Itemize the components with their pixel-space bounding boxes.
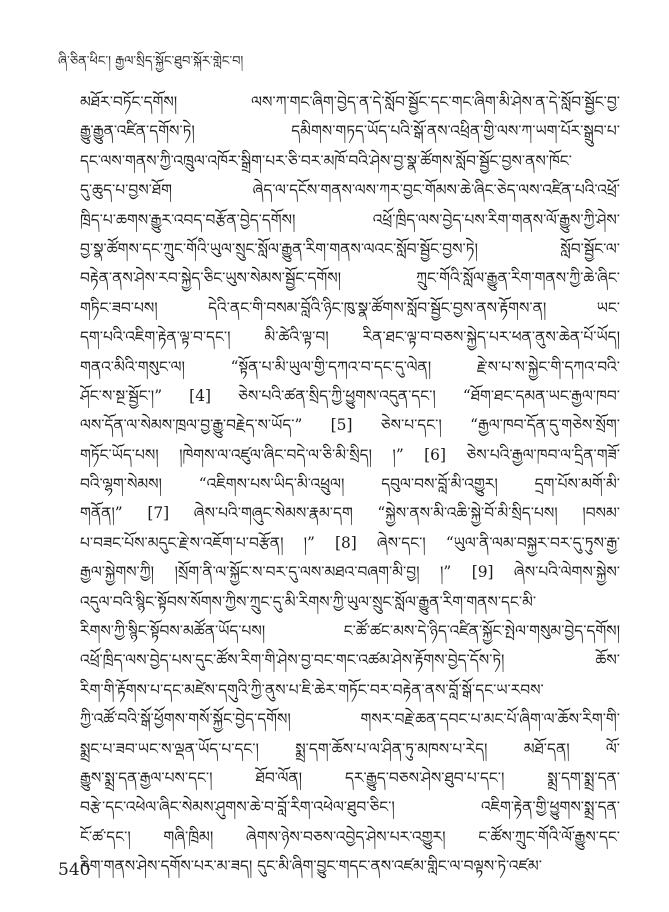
body-text bbox=[80, 88, 620, 882]
text-line: སྨྲང་པ་ཟབ་ཡང་ས་ལྡན་ཡོད་པ་དང་། སྨྲ་དག་ཆོས་པ་ལ་ཤིན་ཏུ་མཁས་པ་རེད། མཐོ་དན། ལོ་ bbox=[80, 739, 620, 758]
text-line: ཁྲིད་པ་ཆགས་རྒྱུར་འབད་བརྩོན་བྱེད་དགོས། འཕྲོ་ཁྲིད་ལས་བྱེད་པས་རིག་གནས་ལོ་རྒྱུས་ཀྱི་ཤེས་ bbox=[80, 210, 620, 229]
text-line: དག་པའི་འཇིག་རྟེན་ལྟ་བ་དང་། མི་ཚེའི་ལྟ་བ། རིན་ཐང་ལྟ་བ་བཅས་སྐྱེད་པར་ཕན་ནུས་ཆེན་པོ་ཡོད། bbox=[80, 328, 620, 347]
text-line: འདུལ་བའི་སྙིང་སྟོབས་སོགས་ཀྱིས་ཀྲུང་དུ་མི་རིགས་ཀྱི་ཡུལ་སྲུང་སློལ་རྒྱུན་རིག་གནས་དང་མི་ bbox=[80, 592, 537, 611]
text-line: དང་ལས་གནས་ཀྱི་འཁྲུལ་འཁོར་སྒྲིག་པར་ཅི་བར་མཁོ་བའི་ཤེས་བྱ་སྣ་ཚོགས་སློབ་སྦྱོང་བྱས་ནས་ཁོང་ bbox=[80, 151, 572, 170]
text-line: རིག་གི་རྟོགས་པ་དང་མཛེས་དགུའི་ཀྱི་ནུས་པ་ཇི་ཆེར་གཏོང་བར་བརྟེན་ནས་བློ་སྒོ་དང་ཡ་རབས་ bbox=[80, 680, 544, 699]
text-line: འཕྲོ་ཁྲིད་ལས་བྱེད་པས་དུང་ཚོས་རིག་གི་ཤེས་བྱ་བང་གང་འཚམ་ཤེས་རྟོགས་བྱེད་དོས་ཏེ། ཆོས་ bbox=[80, 651, 620, 670]
text-line: རིགས་ཀྱི་སྙིང་སྟོབས་མཚོན་ཡོད་པས། ང་ཚོ་ཚང་མས་དེ་ཉིད་འཛིན་སྐྱོང་སྤེལ་གསུམ་བྱེད་དགོས། bbox=[80, 622, 620, 641]
text-line: གནོན།” [7] ཞེས་པའི་གཞུང་སེམས་རྣམ་དག “སྐྱེས་ནས་མི་འཆི་སྐྱེ་བོ་མི་སྲིད་པས། །བསམ་ bbox=[80, 504, 620, 523]
text-line: ཤོང་ས་སྔ་སྦྱོང་།” [4] ཅེས་པའི་ཚན་སྲིད་ཀྱི་ཕྱུགས་འདུན་དང་། “ཐོག་ཐང་དམན་ཡང་རྒྱལ་ཁབ་ bbox=[80, 386, 620, 405]
text-line: རྒྱལ་སྐྱེགས་ཀྱི། །སྲོག་ནི་ལ་སྐྱོང་ས་བར་དུ་ལས་མཐའ་བཞག་མི་བྱ། །” [9] ཞེས་པའི་ལེགས་སྐྱེས་ bbox=[80, 563, 620, 582]
text-line: དུ་ཆུད་པ་བྱས་ཐོག ཞེད་ལ་དངོས་གནས་ལས་ཀར་བྱང་གོམས་ཆེ་ཞིང་ཅེད་ལས་འཛིན་པའི་འཕྲོ་ bbox=[80, 181, 620, 200]
text-line: གནའ་མིའི་གསུང་ལ། “སྟོན་པ་མི་ཡུལ་གྱི་དཀའ་བ་དང་དུ་ལེན། རྗེ་ས་པ་ས་སྐྱེང་གི་དཀའ་བའི་ bbox=[80, 357, 620, 376]
page-number: 540 bbox=[58, 860, 91, 880]
text-line: བའི་ལྷག་སེམས། “འཇིགས་པས་ཡིད་མི་འཕྲུལ། དབུལ་བས་བློ་མི་འགྱུར། དྲག་པོས་མགོ་མི་ bbox=[80, 475, 620, 494]
text-line: བརྩེ་དང་འཕེལ་ཞིང་སེམས་ཤུགས་ཆེ་བ་བློ་རིག་འཕེལ་ཐུབ་ཅིང་། འཇིག་རྟེན་གྱི་ཕྱུགས་སྨྲ་དན་ bbox=[80, 798, 620, 817]
text-line: མཐོར་བཏོང་དགོས། ལས་ཀ་གང་ཞིག་བྱེད་ན་དེ་སློབ་སྦྱོང་དང་གང་ཞིག་མི་ཤེས་ན་དེ་སློབ་སྦྱོང་བྱ་ bbox=[80, 93, 620, 111]
text-line: པ་བཟང་པོས་མདུང་རྗེ་ས་འཇོག་པ་བརྩོན། །” [8] ཞེས་དང་། “ཡུལ་ནི་ལམ་བསྐྱར་བར་དུ་ཏུས་རྒྱ་ bbox=[80, 533, 620, 552]
text-line: རིག་གནས་ཤེས་དགོས་པར་མ་ཟད། དུང་མི་ཞིག་བྱུང་གདང་ནས་འཛམ་གླིང་ལ་བལྟས་ཏེ་འཛམ་ bbox=[80, 857, 542, 876]
text-line: ངོ་ཚ་དང་། གཞི་ཁྲིམ། ཞེགས་ཉེས་བཅས་འབྱེད་ཤེས་པར་འགྱུར། ང་ཚོས་ཀྲུང་གོའི་ལོ་རྒྱུས་དང་ bbox=[80, 827, 620, 846]
text-line: གཏིང་ཟབ་པས། དེའི་ནང་གི་བསམ་བློའི་ཉིང་ཁུ་སྣ་ཚོགས་སློབ་སྦྱོང་བྱས་ནས་རྟོགས་ན། ཡང་ bbox=[80, 298, 620, 317]
running-header: ཞི་ཅིན་ཕིང་། རྒྱལ་སྲིད་སྐྱོང་ཐུབ་སྐོར་གླེང་བ། bbox=[58, 54, 244, 69]
text-line: ཀྱི་འཚོ་བའི་སྒོ་ཕྱོགས་གསོ་སྐྱོང་བྱེད་དགོས། གསར་བརྗེ་ཆན་དབང་པ་མང་པོ་ཞིག་ལ་ཆོས་རིག་གི་ bbox=[80, 710, 620, 729]
text-line: རྒྱུས་སྨྲ་དན་རྒྱལ་པས་དང་། ཐོབ་ལོན། དར་རྒྱུད་བཅས་ཤེས་ཐུབ་པ་དང་། སྨྲ་དག་སྨྲ་དན་ bbox=[80, 768, 620, 787]
text-line: གཏོང་ཡོད་པས། །ཁེགས་ལ་འཛུལ་ཞིང་བདེ་ལ་ཅི་མི་སྲིད། །” [6] ཅེས་པའི་རྒྱལ་ཁབ་ལ་དྲིན་གཟོ་ bbox=[80, 445, 620, 464]
text-line: རྒྱུ་རྒྱུན་འཛིན་དགོས་ཏེ། དམིགས་གཏད་ཡོད་པའི་སྒོ་ནས་འཕྲིན་གྱི་ལས་ཀ་ཡག་པོར་སྒྲུབ་པ་ bbox=[80, 122, 620, 141]
text-line: བརྟེན་ནས་ཤེས་རབ་སྐྱེད་ཅིང་ཡུས་སེམས་སྦྱོང་དགོས། ཀྲུང་གོའི་སློལ་རྒྱུན་རིག་གནས་ཀྱི་ཆེ་ཞིང་ bbox=[80, 269, 620, 288]
text-line: བྱ་སྣ་ཚོགས་དང་ཀྲུང་གོའི་ཡུལ་སྲུང་སློལ་རྒྱུན་རིག་གནས་ལའང་སློབ་སྦྱོང་བྱས་ཏེ། སློབ་སྦྱོང་ལ་ bbox=[80, 239, 620, 258]
text-line: ལས་དོན་ལ་སེམས་ཁྲལ་བྱ་རྒྱུ་བརྗེད་ས་ཡོད་” [5] ཅེས་པ་དང་། “རྒྱལ་ཁབ་དོན་དུ་གཅེས་སྲོག་ bbox=[80, 416, 620, 435]
